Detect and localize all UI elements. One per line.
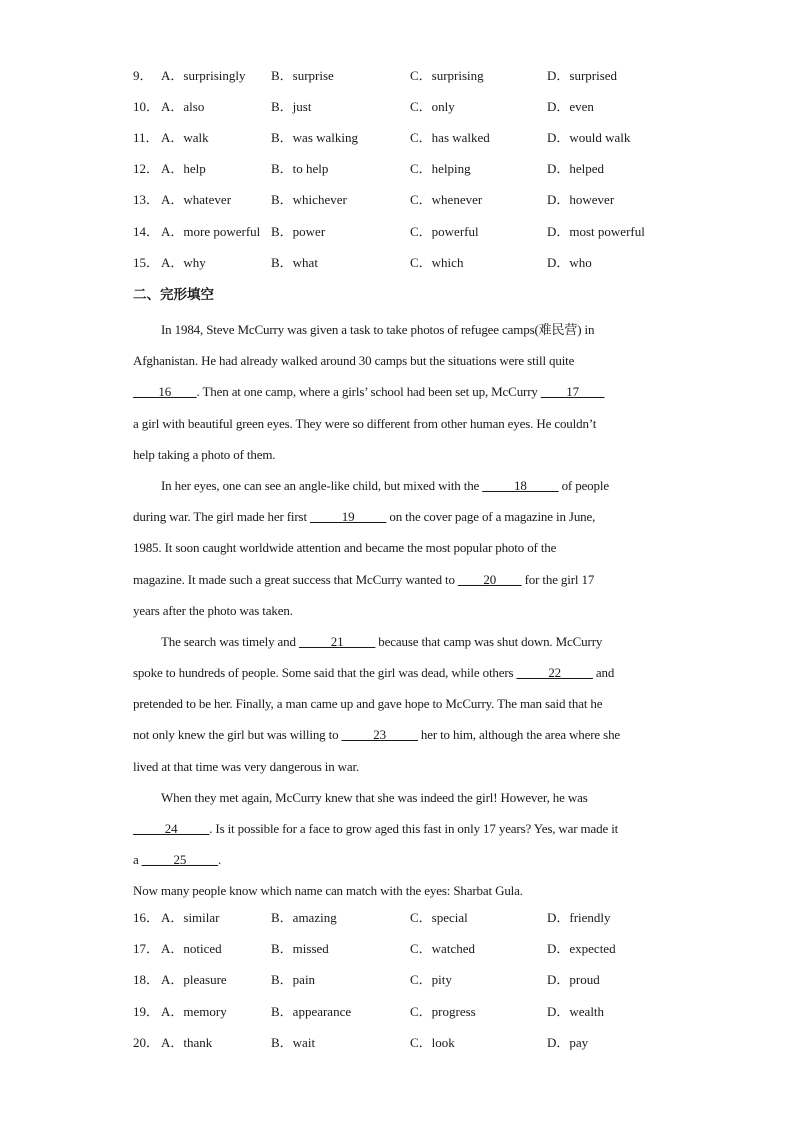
passage-line: Afghanistan. He had already walked around 30 camps but the situations were still quite (133, 353, 575, 369)
option-b: B．missed (271, 941, 329, 956)
option-a: A．why (161, 255, 206, 270)
question-number: 14． (133, 224, 160, 239)
passage-line: years after the photo was taken. (133, 602, 293, 618)
blank-16: ____16____ (133, 384, 197, 400)
option-b: B．surprise (271, 68, 334, 83)
option-c: C．look (410, 1035, 455, 1050)
passage-line: Now many people know which name can match with the eyes: Sharbat Gula. (133, 883, 523, 899)
option-d: D．however (547, 192, 615, 207)
blank-21: _____21_____ (298, 633, 376, 649)
option-a: A．pleasure (161, 972, 227, 987)
passage-line: a girl with beautiful green eyes. They were so different from other human eyes. He couldn’t (133, 415, 597, 431)
option-d: D．even (547, 99, 594, 114)
passage-line (133, 564, 663, 595)
option-d: D．friendly (547, 910, 611, 925)
passage-line: 1985. It soon caught worldwide attention and became the most popular photo of the (133, 540, 557, 556)
passage-line (133, 844, 663, 875)
blank-18: _____18_____ (482, 477, 559, 493)
question-number: 20． (133, 1035, 160, 1050)
option-b: B．amazing (271, 910, 337, 925)
blank-20: ____20____ (457, 571, 522, 587)
option-a: A．noticed (161, 941, 222, 956)
passage-line (133, 470, 663, 501)
option-a: A．similar (161, 910, 220, 925)
passage-line: When they met again, McCurry knew that she was indeed the girl! However, he was (161, 789, 588, 805)
blank-22: _____22_____ (516, 665, 593, 681)
passage-text: her to him, although the area where she (417, 727, 621, 743)
option-d: D．surprised (547, 68, 618, 83)
passage-line: lived at that time was very dangerous in war. (133, 758, 360, 774)
question-number: 15． (133, 255, 160, 270)
passage-text: of people (558, 477, 609, 493)
option-c: C．helping (410, 161, 471, 176)
option-d: D．who (547, 255, 592, 270)
blank-23: _____23_____ (341, 727, 418, 743)
option-c: C．special (410, 910, 468, 925)
option-a: A．whatever (161, 192, 232, 207)
passage-text: because that camp was shut down. McCurry (375, 633, 603, 649)
option-b: B．was walking (271, 130, 359, 145)
option-d: D．proud (547, 972, 600, 987)
passage-line (133, 813, 663, 844)
option-b: B．just (271, 99, 312, 114)
option-c: C．progress (410, 1004, 476, 1019)
passage-line (133, 376, 663, 407)
cloze-passage (133, 314, 663, 907)
question-number: 16． (133, 910, 160, 925)
option-b: B．whichever (271, 192, 347, 207)
option-a: A．thank (161, 1035, 213, 1050)
passage-line: pretended to be her. Finally, a man came up and gave hope to McCurry. The man said that he (133, 696, 603, 712)
question-number: 9． (133, 68, 153, 83)
passage-text: during war. The girl made her first (133, 509, 311, 525)
passage-text: a (133, 852, 142, 868)
option-a: A．help (161, 161, 206, 176)
blank-25: _____25_____ (141, 852, 218, 868)
option-a: A．surprisingly (161, 68, 246, 83)
passage-line (133, 657, 663, 688)
option-c: C．only (410, 99, 455, 114)
question-number: 13． (133, 192, 160, 207)
passage-text: . Is it possible for a face to grow aged this fast in only 17 years? Yes, war made it (209, 821, 619, 836)
passage-text: not only knew the girl but was willing to (133, 727, 342, 743)
option-c: C．powerful (410, 224, 479, 239)
option-d: D．most powerful (547, 224, 645, 239)
passage-text: . Then at one camp, where a girls’ school had been set up, McCurry (196, 384, 541, 400)
option-a: A．walk (161, 130, 209, 145)
option-b: B．what (271, 255, 318, 270)
option-d: D．expected (547, 941, 616, 956)
option-c: C．pity (410, 972, 452, 987)
question-number: 17． (133, 941, 160, 956)
option-b: B．pain (271, 972, 316, 987)
option-d: D．wealth (547, 1004, 605, 1019)
option-b: B．appearance (271, 1004, 352, 1019)
passage-text: on the cover page of a magazine in June, (386, 509, 596, 525)
blank-19: _____19_____ (310, 509, 387, 525)
option-c: C．has walked (410, 130, 490, 145)
option-a: A．memory (161, 1004, 227, 1019)
option-a: A．also (161, 99, 205, 114)
option-d: D．pay (547, 1035, 589, 1050)
passage-line: In 1984, Steve McCurry was given a task to take photos of refugee camps(难民营) in (161, 322, 595, 337)
passage-text: In her eyes, one can see an angle-like child, but mixed with the (161, 477, 483, 493)
question-number: 10． (133, 99, 160, 114)
option-c: C．whenever (410, 192, 483, 207)
question-number: 19． (133, 1004, 160, 1019)
passage-line (133, 501, 663, 532)
blank-24: _____24_____ (133, 821, 210, 836)
option-d: D．helped (547, 161, 605, 176)
option-c: C．surprising (410, 68, 484, 83)
blank-17: ____17____ (540, 384, 605, 400)
passage-line: help taking a photo of them. (133, 446, 276, 462)
question-number: 12． (133, 161, 160, 176)
option-b: B．power (271, 224, 326, 239)
question-number: 11． (133, 130, 159, 145)
option-c: C．watched (410, 941, 475, 956)
passage-line (133, 626, 663, 657)
option-b: B．to help (271, 161, 329, 176)
passage-text: for the girl 17 (521, 571, 595, 587)
option-d: D．would walk (547, 130, 631, 145)
passage-text: The search was timely and (161, 633, 299, 649)
question-number: 18． (133, 972, 160, 987)
passage-text: magazine. It made such a great success that McCurry wanted to (133, 571, 458, 587)
option-a: A．more powerful (161, 224, 261, 239)
option-b: B．wait (271, 1035, 316, 1050)
section-title: 二、完形填空 (133, 287, 214, 303)
passage-text: and (592, 665, 615, 681)
passage-text: . (217, 852, 222, 868)
passage-text: spoke to hundreds of people. Some said that the girl was dead, while others (133, 665, 517, 681)
passage-line (133, 719, 663, 750)
option-c: C．which (410, 255, 464, 270)
